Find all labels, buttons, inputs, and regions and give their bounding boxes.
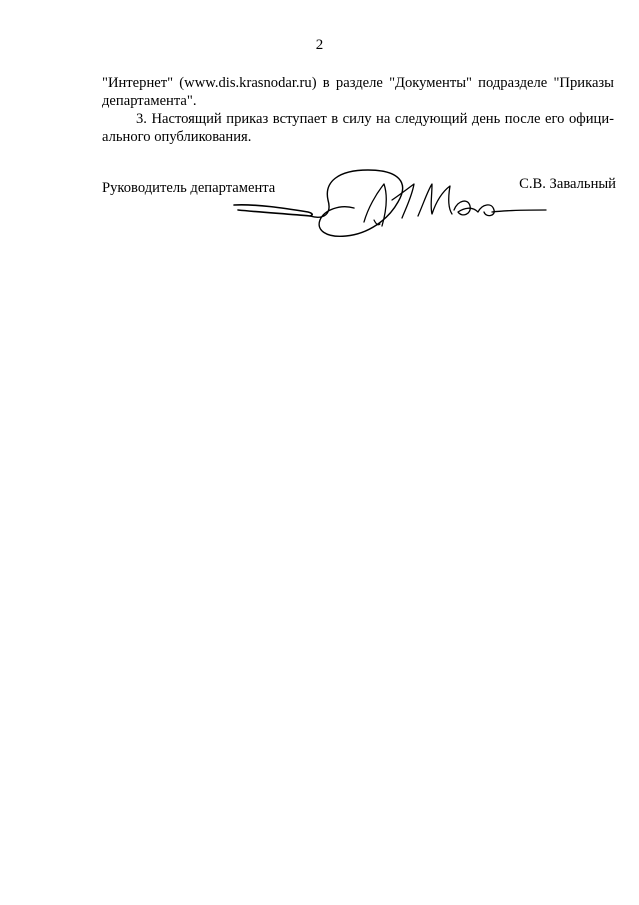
- signatory-name: С.В. Завальный: [519, 176, 616, 192]
- body-text-line: 3. Настоящий приказ вступает в силу на следующий день после его офици-: [136, 111, 614, 127]
- body-text-line: "Интернет" (www.dis.krasnodar.ru) в разделе "Документы" подразделе "Приказы: [102, 75, 614, 91]
- signatory-title: Руководитель департамента: [102, 180, 276, 196]
- body-text-line: ального опубликования.: [102, 129, 252, 145]
- handwritten-signature: [228, 160, 548, 250]
- page-number: 2: [315, 37, 324, 53]
- body-text-line: департамента".: [102, 93, 197, 109]
